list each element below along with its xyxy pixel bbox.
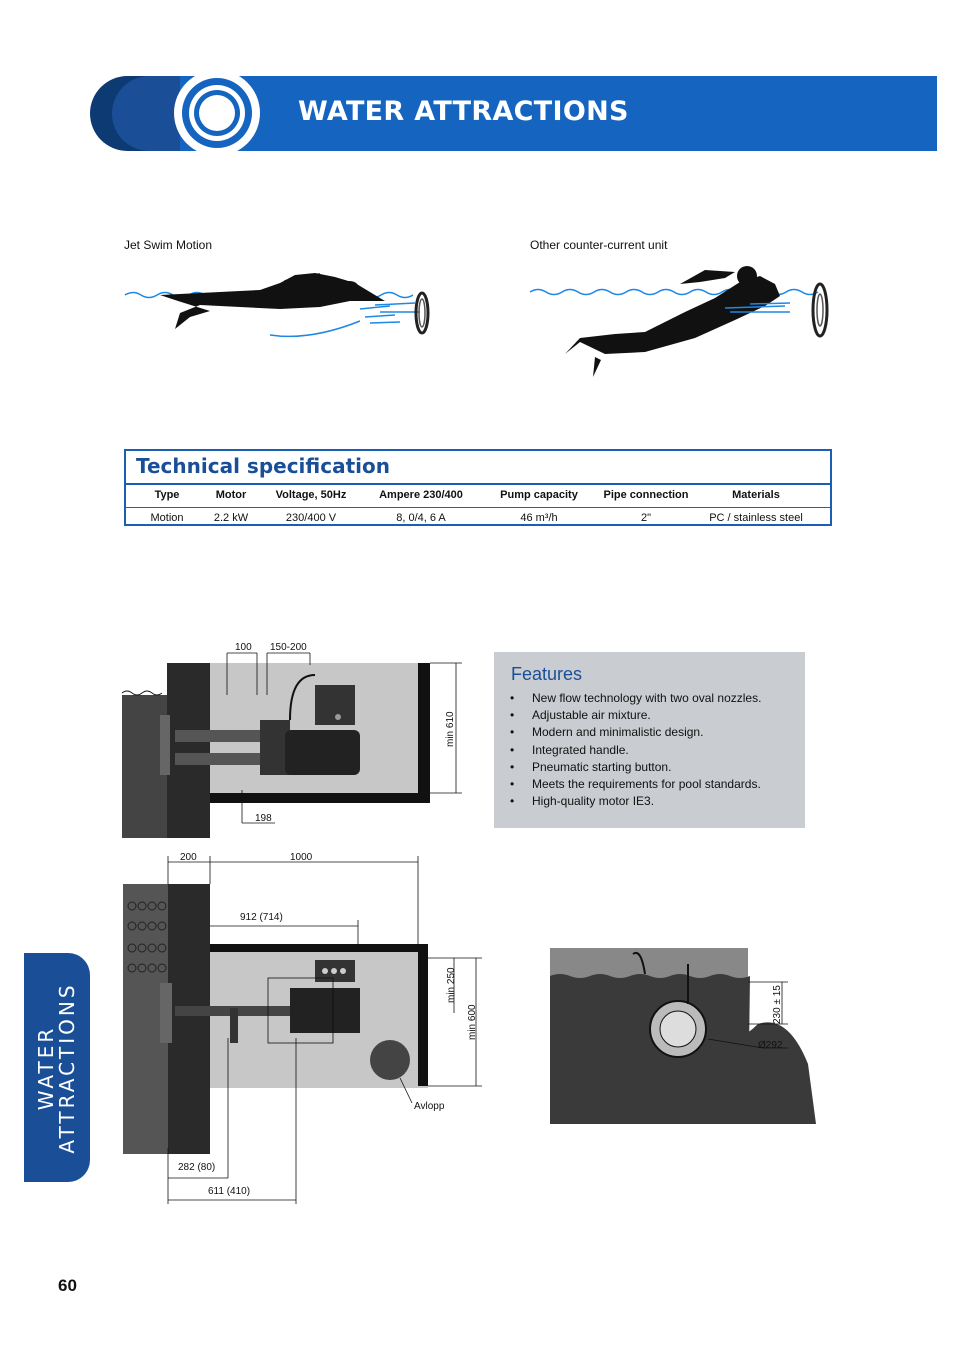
features-list	[510, 690, 761, 810]
dim-min-600: min 600	[467, 1004, 478, 1040]
header-banner	[90, 76, 937, 151]
dim-292: Ø292	[758, 1040, 783, 1051]
features-box	[494, 652, 805, 828]
feature-item: • High-quality motor IE3.	[510, 794, 655, 809]
feature-item: • New flow technology with two oval nozzles.	[510, 691, 762, 705]
counter-current-illustration	[525, 262, 845, 382]
col-voltage: Voltage, 50Hz	[275, 489, 347, 501]
feature-item: • Modern and minimalistic design.	[510, 725, 704, 740]
page-title: WATER ATTRACTIONS	[298, 96, 629, 127]
feature-item: • Pneumatic starting button.	[510, 759, 672, 774]
dim-230-15: 230 ± 15	[772, 985, 783, 1024]
dim-150-200: 150-200	[270, 642, 307, 653]
col-pipe: Pipe connection	[603, 489, 689, 501]
spec-table	[124, 449, 832, 526]
cell-motor: 2.2 kW	[213, 512, 249, 524]
installation-drawing-bottom	[120, 848, 490, 1210]
ring-logo-icon	[174, 70, 260, 156]
spec-table-header	[126, 451, 830, 485]
left-illustration-caption: Jet Swim Motion	[124, 238, 213, 252]
feature-item: • Meets the requirements for pool standards.	[510, 777, 761, 792]
cell-materials: PC / stainless steel	[709, 512, 803, 524]
dim-min-250: min 250	[446, 967, 457, 1003]
side-tab-line1: WATER	[34, 1025, 58, 1111]
side-tab-line2: ATTRACTIONS	[55, 982, 79, 1154]
drain-label: Avlopp	[414, 1101, 445, 1112]
dim-611-410: 611 (410)	[208, 1186, 251, 1197]
dim-912-714: 912 (714)	[240, 912, 283, 923]
dim-100: 100	[235, 642, 252, 653]
col-ampere: Ampere 230/400	[379, 489, 463, 501]
spec-data-row	[126, 508, 830, 530]
features-title: Features	[511, 664, 583, 684]
installation-drawing-top	[120, 635, 480, 845]
col-pump: Pump capacity	[500, 489, 578, 501]
cell-voltage: 230/400 V	[285, 512, 337, 524]
section-side-tab	[24, 953, 90, 1182]
feature-item: • Integrated handle.	[510, 742, 629, 757]
dim-198: 198	[255, 813, 272, 824]
cell-type: Motion	[150, 512, 184, 524]
dim-min-610: min 610	[445, 711, 456, 747]
feature-item: • Adjustable air mixture.	[510, 708, 651, 723]
spec-title: Technical specification	[136, 454, 390, 478]
page-number: 60	[58, 1276, 77, 1295]
col-type: Type	[154, 489, 180, 501]
spec-column-headers	[126, 485, 830, 508]
dim-1000: 1000	[290, 852, 313, 863]
right-illustration-caption: Other counter-current unit	[530, 238, 668, 252]
jet-swim-illustration	[120, 265, 440, 345]
cell-pump: 46 m³/h	[520, 512, 558, 524]
cell-ampere: 8, 0/4, 6 A	[396, 512, 446, 524]
col-motor: Motor	[215, 489, 247, 501]
side-view-drawing	[548, 944, 828, 1128]
dim-282-80: 282 (80)	[178, 1162, 216, 1173]
dim-200: 200	[180, 852, 197, 863]
col-materials: Materials	[732, 489, 780, 501]
cell-pipe: 2"	[640, 512, 652, 524]
